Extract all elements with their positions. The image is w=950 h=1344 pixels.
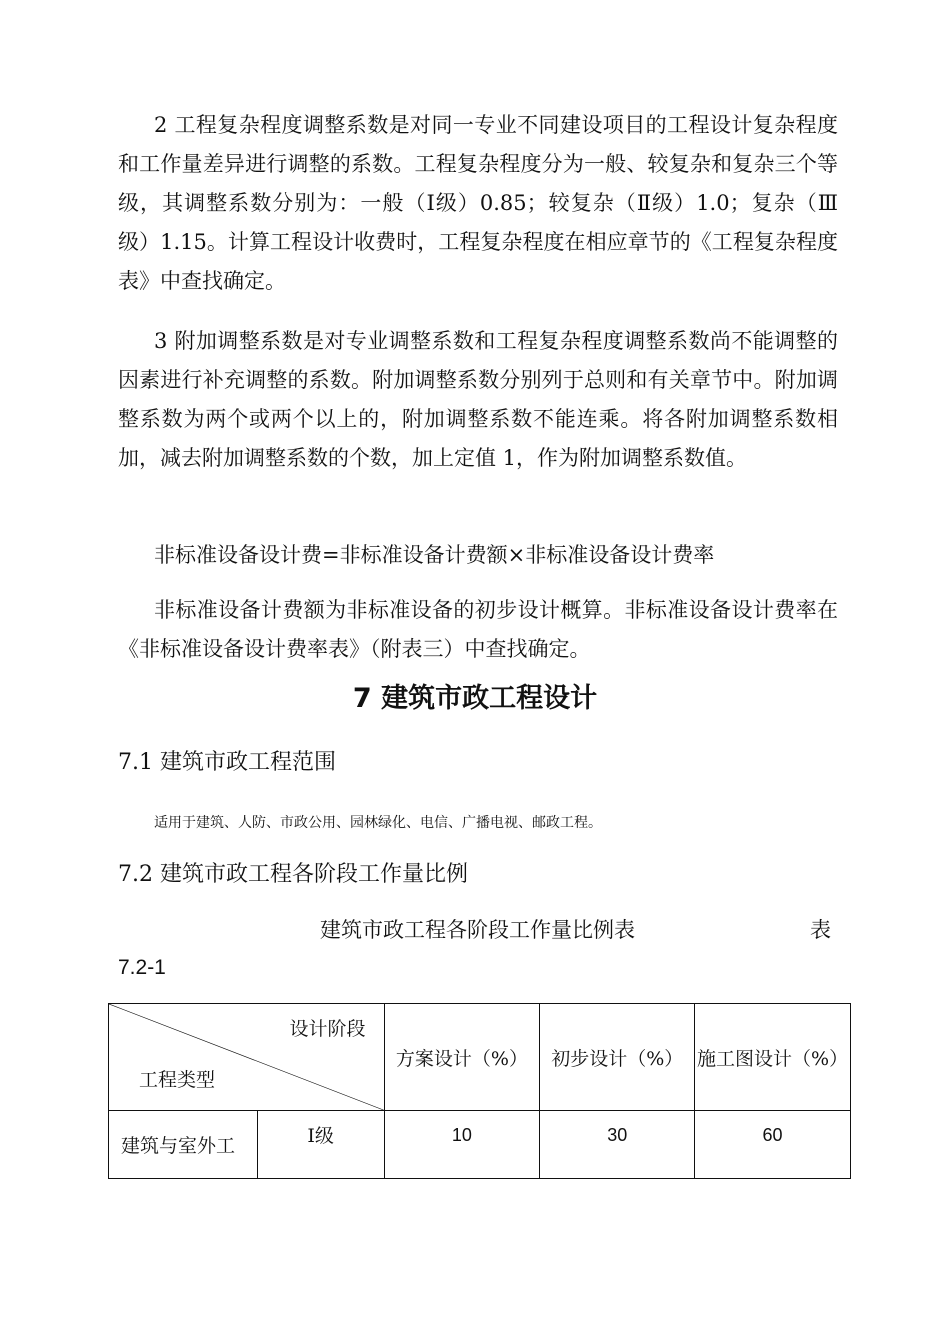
table-corner-cell xyxy=(109,1004,385,1111)
paragraph-additional-coefficient: 3 附加调整系数是对专业调整系数和工程复杂程度调整系数尚不能调整的因素进行补充调整的系数。附加调整系数分别列于总则和有关章节中。附加调整系数为两个或两个以上的，附加调整系数不能连乘。将各附加调整系数相加，减去附加调整系数的个数，加上定值 1，作为附加调整系数值。 xyxy=(118,329,838,470)
chapter-title: 7 建筑市政工程设计 xyxy=(352,683,598,714)
table-row xyxy=(109,1111,851,1179)
corner-label-type: 工程类型 xyxy=(139,1069,216,1091)
corner-label-stage: 设计阶段 xyxy=(289,1018,366,1040)
row-value-construction: 60 xyxy=(695,1111,851,1179)
header-construction-drawing: 施工图设计（%） xyxy=(695,1004,851,1111)
table-header-row xyxy=(109,1004,851,1111)
header-preliminary-design: 初步设计（%） xyxy=(540,1004,695,1111)
header-scheme-design: 方案设计（%） xyxy=(384,1004,540,1111)
table-number: 7.2-1 xyxy=(118,956,166,979)
paragraph-nonstandard-fee: 非标准设备计费额为非标准设备的初步设计概算。非标准设备设计费率在《非标准设备设计费率表》（附表三）中查找确定。 xyxy=(118,598,838,661)
row-level: Ⅰ级 xyxy=(257,1111,384,1179)
formula-nonstandard-fee: 非标准设备设计费=非标准设备计费额×非标准设备设计费率 xyxy=(154,543,715,567)
section-7-2-title: 7.2 建筑市政工程各阶段工作量比例 xyxy=(118,862,468,887)
table-caption: 建筑市政工程各阶段工作量比例表 xyxy=(320,918,635,942)
work-ratio-table xyxy=(108,1003,851,1179)
table-label: 表 xyxy=(810,918,831,942)
section-7-1-note: 适用于建筑、人防、市政公用、园林绿化、电信、广播电视、邮政工程。 xyxy=(154,815,602,831)
row-project-type: 建筑与室外工 xyxy=(109,1111,258,1179)
row-value-preliminary: 30 xyxy=(540,1111,695,1179)
paragraph-complexity-coefficient: 2 工程复杂程度调整系数是对同一专业不同建设项目的工程设计复杂程度和工作量差异进行调整的系数。工程复杂程度分为一般、较复杂和复杂三个等级，其调整系数分别为：一般（Ⅰ级）0.85；较复杂（Ⅱ级）1.0；复杂（Ⅲ级）1.15。计算工程设计收费时，工程复杂程度在相应章节的《工程复杂程度表》中查找确定。 xyxy=(118,113,838,293)
row-value-scheme: 10 xyxy=(384,1111,540,1179)
section-7-1-title: 7.1 建筑市政工程范围 xyxy=(118,750,336,775)
